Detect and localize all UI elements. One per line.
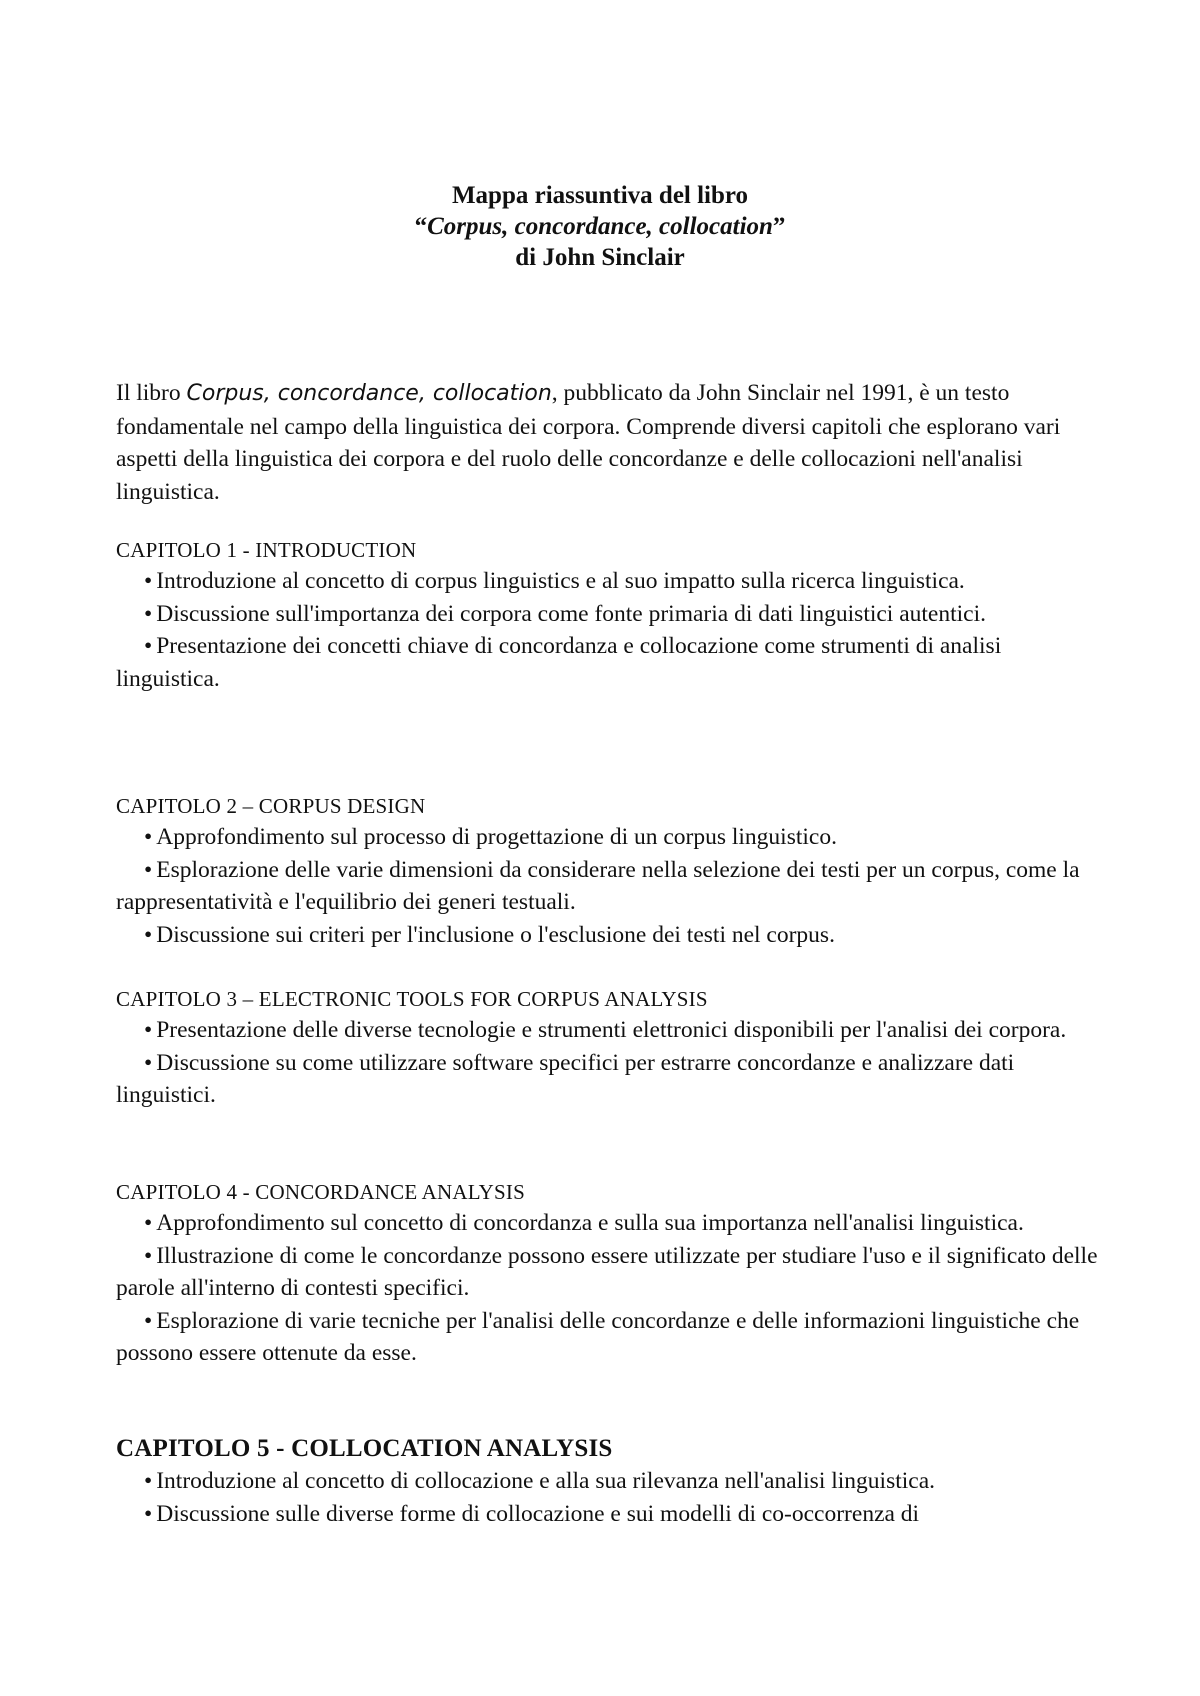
bullet-text: Esplorazione di varie tecniche per l'analisi delle concordanze e delle informazioni linguistiche che possono essere ottenute da esse.	[116, 1307, 1080, 1366]
chapter-3	[116, 984, 1106, 1112]
title-line-1: Mappa riassuntiva del libro	[451, 182, 749, 209]
list-item	[116, 1498, 1106, 1531]
list-item	[116, 1207, 1106, 1240]
title-line-2	[0, 211, 1200, 242]
open-quote: “	[414, 213, 428, 240]
chapter-heading: CAPITOLO 4 - CONCORDANCE ANALYSIS	[116, 1180, 525, 1204]
title-line-3: di John Sinclair	[515, 244, 685, 271]
chapter-2	[116, 791, 1106, 951]
bullet-icon: •	[144, 921, 153, 948]
intro-prefix: Il libro	[116, 380, 187, 406]
list-item	[116, 1465, 1106, 1498]
bullet-icon: •	[144, 1500, 153, 1527]
close-quote: ”	[772, 213, 786, 240]
bullet-text: Discussione sui criteri per l'inclusione o l'esclusione dei testi nel corpus.	[156, 921, 835, 948]
bullet-icon: •	[144, 1017, 153, 1043]
bullet-text: Introduzione al concetto di collocazione e alla sua rilevanza nell'analisi linguistica.	[156, 1468, 936, 1494]
bullet-icon: •	[144, 856, 153, 883]
bullet-text: Illustrazione di come le concordanze possono essere utilizzate per studiare l'uso e il significato delle parole all'interno di contesti specifici.	[116, 1242, 1098, 1301]
list-item	[116, 565, 1106, 598]
intro-rest: , pubblicato da John Sinclair nel 1991, è un testo fondamentale nel campo della linguistica dei corpora. Comprende diversi capitoli che esplorano vari aspetti della linguistica dei corpora e del ruolo delle concordanze e delle collocazioni nell'analisi linguistica.	[116, 380, 1061, 505]
bullet-icon: •	[144, 600, 153, 627]
bullet-icon: •	[144, 1242, 153, 1269]
list-item	[116, 598, 1106, 631]
intro-paragraph	[116, 377, 1096, 508]
list-item	[116, 821, 1106, 854]
bullet-text: Presentazione dei concetti chiave di concordanza e collocazione come strumenti di analisi linguistica.	[116, 633, 1002, 692]
bullet-text: Introduzione al concetto di corpus linguistics e al suo impatto sulla ricerca linguistica.	[156, 568, 965, 594]
bullet-icon: •	[144, 824, 153, 850]
bullet-text: Discussione sulle diverse forme di collocazione e sui modelli di co-occorrenza di	[156, 1500, 920, 1527]
list-item	[116, 919, 1106, 952]
chapter-1	[116, 535, 1106, 695]
bullet-text: Presentazione delle diverse tecnologie e strumenti elettronici disponibili per l'analisi dei corpora.	[156, 1017, 1067, 1043]
chapter-heading: CAPITOLO 5 - COLLOCATION ANALYSIS	[116, 1435, 613, 1462]
document-title	[0, 180, 1200, 273]
list-item	[116, 630, 1106, 695]
chapter-5	[116, 1433, 1106, 1530]
chapter-heading: CAPITOLO 2 – CORPUS DESIGN	[116, 794, 426, 818]
intro-book-title: Corpus, concordance, collocation	[186, 381, 552, 406]
list-item	[116, 1014, 1106, 1047]
chapter-heading: CAPITOLO 1 - INTRODUCTION	[116, 538, 417, 562]
bullet-text: Esplorazione delle varie dimensioni da considerare nella selezione dei testi per un corpus, come la rappresentatività e l'equilibrio dei generi testuali.	[116, 856, 1080, 915]
bullet-text: Discussione su come utilizzare software specifici per estrarre concordanze e analizzare dati linguistici.	[116, 1049, 1015, 1108]
chapter-4	[116, 1177, 1106, 1370]
bullet-icon: •	[144, 1049, 153, 1076]
bullet-text: Discussione sull'importanza dei corpora come fonte primaria di dati linguistici autentici.	[156, 600, 986, 627]
bullet-icon: •	[144, 568, 153, 594]
list-item	[116, 1305, 1106, 1370]
list-item	[116, 854, 1106, 919]
list-item	[116, 1047, 1106, 1112]
bullet-text: Approfondimento sul concetto di concordanza e sulla sua importanza nell'analisi linguistica.	[156, 1210, 1024, 1236]
bullet-icon: •	[144, 633, 153, 659]
chapter-heading: CAPITOLO 3 – ELECTRONIC TOOLS FOR CORPUS ANALYSIS	[116, 987, 708, 1011]
bullet-icon: •	[144, 1307, 153, 1334]
book-title: Corpus, concordance, collocation	[427, 213, 773, 240]
list-item	[116, 1240, 1106, 1305]
bullet-icon: •	[144, 1210, 153, 1236]
bullet-icon: •	[144, 1468, 153, 1494]
bullet-text: Approfondimento sul processo di progettazione di un corpus linguistico.	[156, 824, 837, 850]
